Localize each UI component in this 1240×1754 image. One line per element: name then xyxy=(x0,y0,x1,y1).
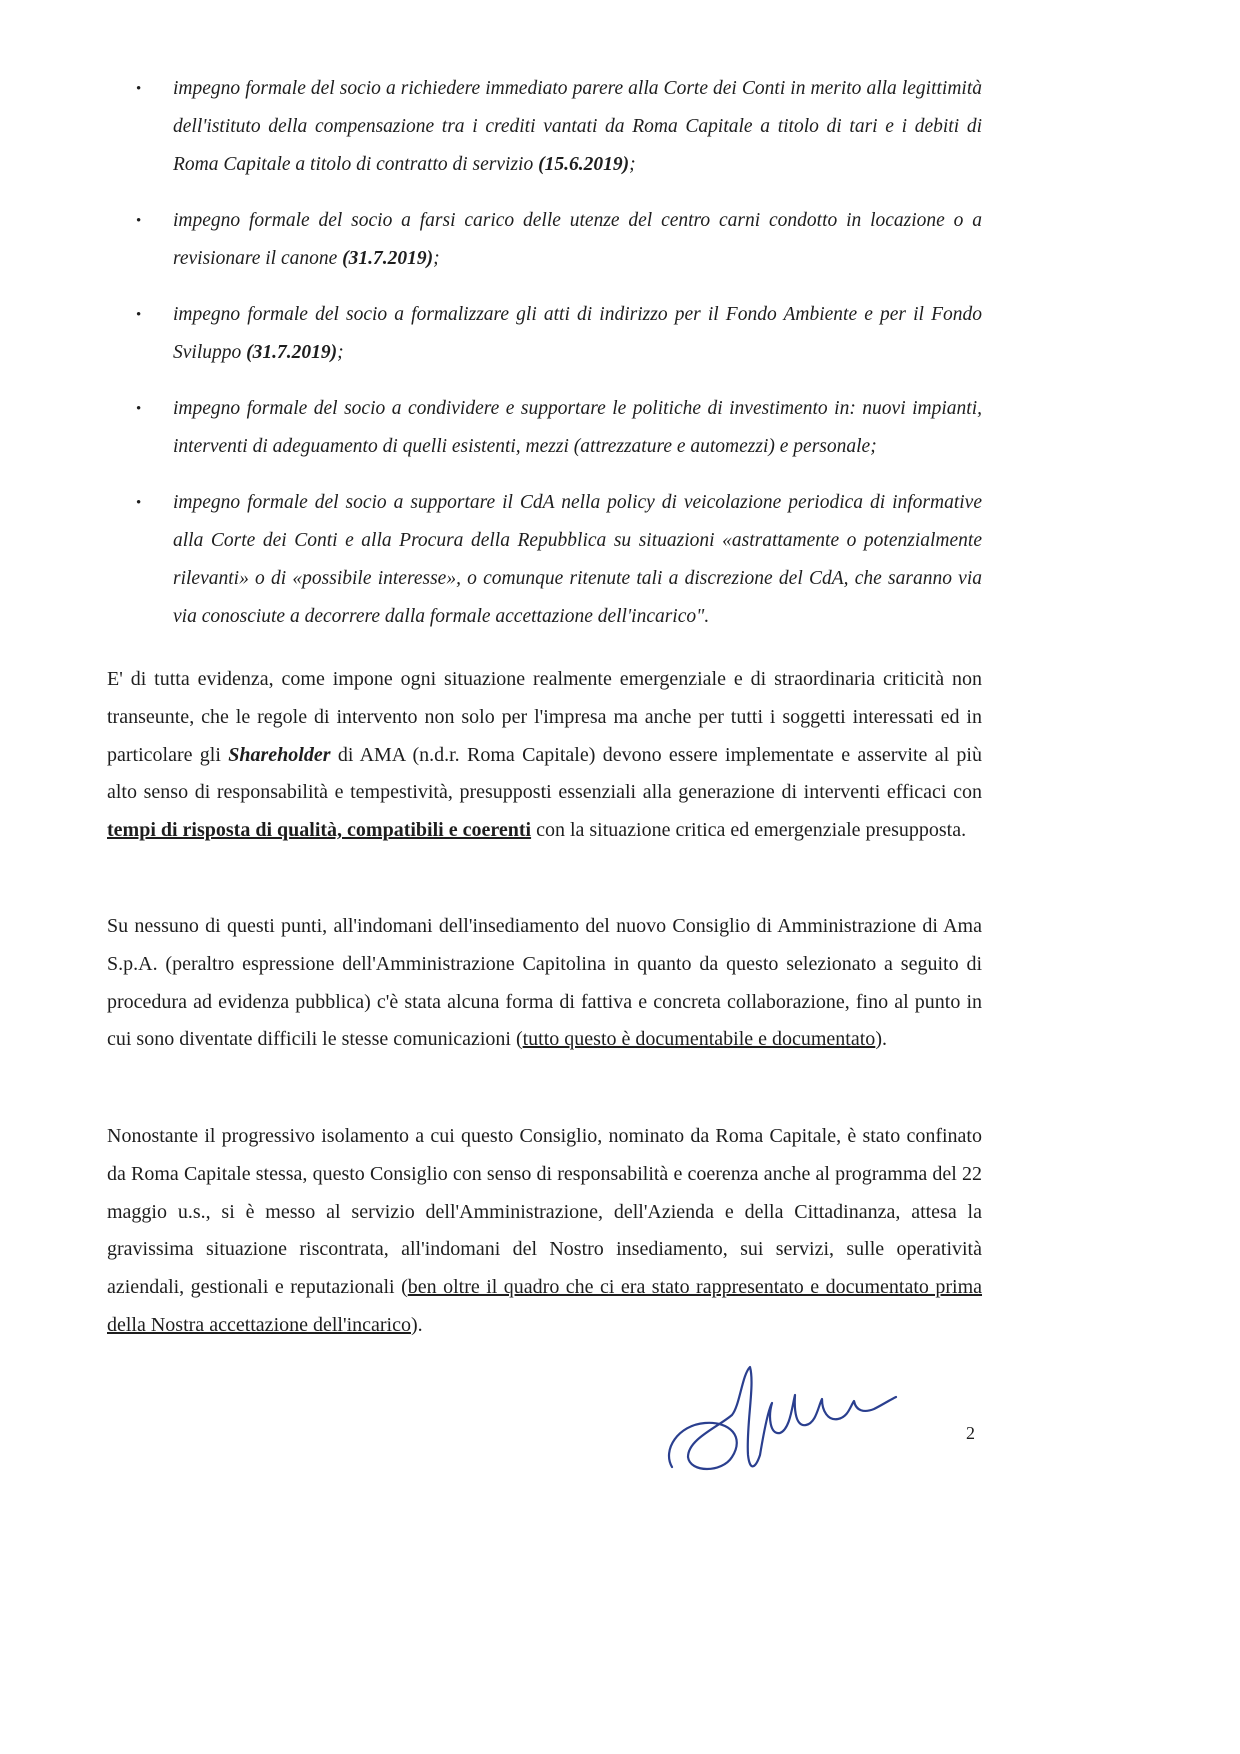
list-item xyxy=(136,390,982,466)
bullet-end: ; xyxy=(629,154,636,175)
bullet-list xyxy=(136,70,982,654)
list-item xyxy=(136,484,982,636)
bullet-icon: • xyxy=(136,81,142,97)
underlined-phrase: tutto questo è documentabile e documentato xyxy=(522,1028,876,1051)
bullet-deadline: (15.6.2019) xyxy=(538,154,630,175)
paragraph-text: con la situazione critica ed emergenziale presupposta. xyxy=(531,819,967,842)
bullet-text: impegno formale del socio a supportare il CdA nella policy di veicolazione periodica di informative alla Corte dei Conti e alla Procura della Repubblica su situazioni «astrattamente o potenzialmente rilevanti» o di «possibile interesse», o comunque ritenute tali a discrezione del CdA, che saranno via via conosciute a decorrere dalla formale accettazione dell'incarico". xyxy=(173,492,982,627)
list-item xyxy=(136,70,982,184)
paragraph-text: Nonostante il progressivo isolamento a cui questo Consiglio, nominato da Roma Capitale, è stato confinato da Roma Capitale stessa, questo Consiglio con senso di responsabilità e coerenza anche al programma del 22 maggio u.s., si è messo al servizio dell'Amministrazione, dell'Azienda e della Cittadinanza, attesa la gravissima situazione riscontrata, all'indomani del Nostro insediamento, sui servizi, sulle operatività aziendali, gestionali e reputazionali ( xyxy=(107,1125,982,1299)
paragraph-text: di AMA (n.d.r. Roma Capitale) devono essere implementate e asservite al più alto senso di responsabilità e tempestività, presupposti essenziali alla generazione di interventi efficaci con xyxy=(107,743,982,804)
bullet-text: impegno formale del socio a formalizzare gli atti di indirizzo per il Fondo Ambiente e per il Fondo Sviluppo xyxy=(173,304,982,363)
bullet-icon: • xyxy=(136,307,142,323)
underlined-bold-phrase: tempi di risposta di qualità, compatibili e coerenti xyxy=(107,819,532,842)
paragraph-text: ). xyxy=(875,1028,887,1051)
bullet-icon: • xyxy=(136,495,142,511)
bullet-text: impegno formale del socio a farsi carico delle utenze del centro carni condotto in locazione o a revisionare il canone xyxy=(173,210,982,269)
bullet-text: impegno formale del socio a condividere e supportare le politiche di investimento in: nuovi impianti, interventi di adeguamento di quelli esistenti, mezzi (attrezzature e automezzi) e personale; xyxy=(173,398,982,457)
list-item xyxy=(136,296,982,372)
handwritten-signature xyxy=(660,1355,910,1485)
paragraph-text: E' di tutta evidenza, come impone ogni situazione realmente emergenziale e di straordinaria criticità non transeunte, che le regole di intervento non solo per l'impresa ma anche per tutti i soggetti interessati ed in particolare gli xyxy=(107,668,982,766)
bullet-end: ; xyxy=(337,342,344,363)
paragraph-nessuno xyxy=(107,908,982,1059)
shareholder-term: Shareholder xyxy=(228,743,331,766)
paragraph-evidenza xyxy=(107,661,982,850)
bullet-icon: • xyxy=(136,401,142,417)
bullet-end: ; xyxy=(433,248,440,269)
paragraph-text: Su nessuno di questi punti, all'indomani dell'insediamento del nuovo Consiglio di Amministrazione di Ama S.p.A. (peraltro espressione dell'Amministrazione Capitolina in quanto da questo selezionato a seguito di procedura ad evidenza pubblica) c'è stata alcuna forma di fattiva e concreta collaborazione, fino al punto in cui sono diventate difficili le stesse comunicazioni ( xyxy=(107,915,982,1051)
bullet-icon: • xyxy=(136,213,142,229)
paragraph-text: ). xyxy=(411,1313,423,1336)
paragraph-nonostante xyxy=(107,1118,982,1345)
list-item xyxy=(136,202,982,278)
bullet-text: impegno formale del socio a richiedere immediato parere alla Corte dei Conti in merito alla legittimità dell'istituto della compensazione tra i crediti vantati da Roma Capitale a titolo di tari e i debiti di Roma Capitale a titolo di contratto di servizio xyxy=(173,78,982,175)
bullet-deadline: (31.7.2019) xyxy=(342,248,434,269)
underlined-phrase: ben oltre il quadro che ci era stato rappresentato e documentato prima della Nostra accettazione dell'incarico xyxy=(107,1276,983,1336)
bullet-deadline: (31.7.2019) xyxy=(246,342,338,363)
signature-stroke xyxy=(669,1367,896,1469)
page-number: 2 xyxy=(966,1423,975,1443)
